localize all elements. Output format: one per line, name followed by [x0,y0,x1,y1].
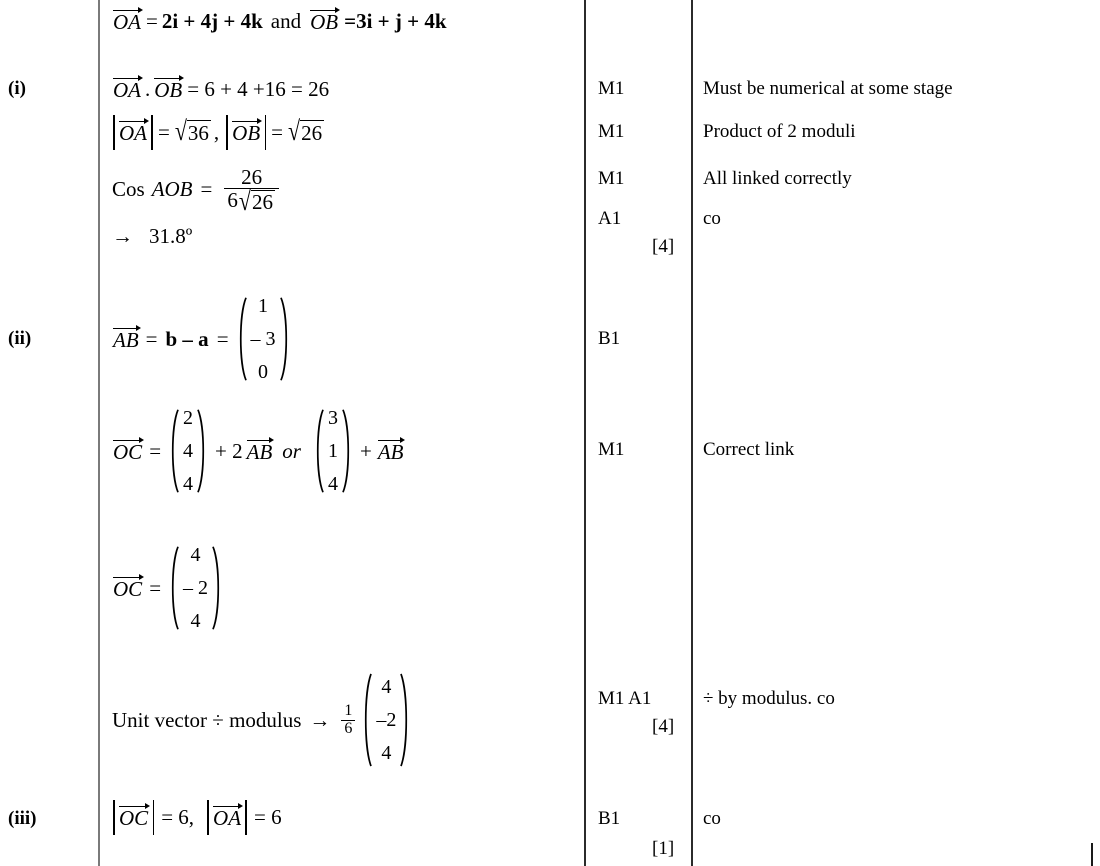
angle-aob: AOB [151,177,193,202]
line-ab-vector [112,296,294,382]
modulus-oa-value: = 6 [254,805,282,829]
vector-ab-label: AB [113,326,139,353]
vector-entry: 0 [258,360,269,383]
vector-arrow-icon [213,803,243,810]
cos-prefix: Cos [112,177,145,202]
vector-entry: – 2 [183,576,209,599]
vector-entry: 4 [190,609,201,632]
moduli-equals-b: = [271,120,284,144]
column-vector-oa [168,408,208,494]
vector-oc-label: OC [113,438,142,465]
column-vector-ob [313,408,353,494]
vector-ob-label: OB [232,119,260,146]
vector-arrow-icon [113,75,143,82]
line-oc-result [112,545,226,631]
moduli-equals-a: = [158,120,170,144]
radicand-value: 26 [301,121,323,145]
vector-arrow-icon [247,437,275,444]
ab-equals-2: = [216,326,229,351]
mark-code-ii-2: M1 [598,439,625,460]
line-oc-link [112,408,404,494]
preamble-equals: = [146,9,158,33]
vector-oa-label: OA [213,804,241,831]
implies-arrow-icon: → [309,707,331,732]
note-i-2: Product of 2 moduli [703,121,856,142]
paren-right-icon [342,408,353,494]
vector-arrow-icon [113,325,141,332]
mark-code-i-4: A1 [598,208,622,229]
b-minus-a: b – a [165,326,209,351]
mark-code-i-2: M1 [598,121,625,142]
line-moduli [112,115,325,147]
note-i-3: All linked correctly [703,168,852,189]
unit-vector-text: Unit vector ÷ modulus [112,707,302,732]
column-rule-marks [584,0,586,866]
mark-code-ii-4: M1 A1 [598,688,652,709]
moduli-comma: , [213,120,220,144]
vector-arrow-icon [113,437,144,444]
part-label-iii: (iii) [8,808,37,829]
vector-entry: – 3 [250,327,276,350]
paren-left-icon [168,408,179,494]
part-label-ii: (ii) [8,328,32,349]
column-vector-entries [324,397,342,506]
modulus-oc [113,804,154,831]
column-vector-entries [372,666,400,775]
radicand-value: 26 [251,190,273,215]
vector-arrow-icon [310,7,340,14]
vector-arrow-icon [378,437,406,444]
fraction-denominator: 6 [341,720,355,738]
vector-arrow-icon [119,118,149,125]
line-unit-vector [112,672,414,768]
column-vector-entries [247,285,280,394]
oc-result-equals: = [149,575,162,600]
note-ii-4: ÷ by modulus. co [703,688,835,709]
column-vector-unit [361,672,411,768]
preamble-given-vectors [112,8,447,35]
vector-entry: –2 [376,708,397,731]
vector-entry: 4 [381,675,392,698]
angle-value: 31.8º [149,224,193,248]
radical-sign: √ [174,115,187,147]
vector-entry: 4 [183,439,194,462]
paren-left-icon [168,545,179,631]
fraction-denominator [224,185,279,217]
paren-right-icon [197,408,208,494]
paren-left-icon [361,672,372,768]
line-angle-result [112,224,192,249]
or-conjunction: or [282,438,301,463]
modulus-oa [207,804,247,831]
vector-oa-label: OA [113,76,141,103]
sqrt-26-denominator [238,185,275,217]
column-vector-oc [168,545,223,631]
oc-plus-two: + 2 [215,438,243,463]
implies-arrow-icon: → [112,224,133,248]
preamble-oa-components: 2i + 4j + 4k [161,9,263,33]
preamble-conjunction: and [270,9,302,33]
paren-right-icon [400,672,411,768]
sqrt-26 [288,115,324,147]
radicand-value: 36 [187,121,209,145]
paren-right-icon [280,296,291,382]
paren-left-icon [313,408,324,494]
vector-entry: 1 [258,294,269,317]
radical-sign: √ [288,115,301,147]
mark-code-ii-1: B1 [598,328,621,349]
modulus-oa [113,119,153,146]
oc-equals: = [149,438,162,463]
column-rule-left [98,0,100,866]
part-label-i: (i) [8,78,26,99]
vector-oc-label: OC [119,804,148,831]
vector-entry: 4 [381,741,392,764]
vector-entry: 4 [190,543,201,566]
vector-oc-label: OC [113,575,142,602]
fraction-numerator: 26 [241,165,263,189]
vector-arrow-icon [154,75,184,82]
sqrt-36 [174,115,211,147]
column-vector-entries [179,397,197,506]
cos-equals: = [200,177,213,202]
vector-arrow-icon [232,118,262,125]
vector-entry: 3 [327,406,338,429]
vector-entry: 4 [327,472,338,495]
column-vector-entries [179,534,212,643]
cosine-fraction [224,165,279,217]
mark-code-i-1: M1 [598,78,625,99]
ab-equals-1: = [145,326,158,351]
dot-operator: . [145,77,151,101]
vector-ab-label: AB [378,438,404,465]
modulus-oc-value: = 6, [161,805,195,829]
vector-entry: 2 [183,406,194,429]
line-moduli-equal [112,804,286,831]
paren-left-icon [236,296,247,382]
vector-ab-label: AB [247,438,273,465]
modulus-ob [226,119,266,146]
fraction-numerator: 1 [344,701,353,719]
column-rule-notes [691,0,693,866]
total-marks-iii: [1] [652,838,675,859]
oc-plus: + [359,438,372,463]
vector-entry: 1 [327,439,338,462]
one-sixth-fraction [341,703,355,738]
vector-oa-label: OA [119,119,147,146]
line-dot-product [112,76,329,103]
note-i-4: co [703,208,721,229]
paren-right-icon [212,545,223,631]
vector-arrow-icon [113,574,144,581]
preamble-ob-components: =3i + j + 4k [344,9,447,33]
vector-arrow-icon [113,7,143,14]
radical-sign: √ [238,185,251,217]
vector-arrow-icon [119,803,150,810]
note-iii-1: co [703,808,721,829]
total-marks-i: [4] [652,236,675,257]
page-edge-mark [1091,843,1093,866]
dot-product-result: = 6 + 4 +16 = 26 [187,77,330,101]
mark-code-iii-1: B1 [598,808,621,829]
mark-code-i-3: M1 [598,168,625,189]
vector-oa-label: OA [113,8,141,35]
column-vector-ab [236,296,291,382]
total-marks-ii: [4] [652,716,675,737]
denominator-coefficient: 6 [227,188,238,213]
vector-entry: 4 [183,472,194,495]
vector-ob-label: OB [310,8,338,35]
note-ii-2: Correct link [703,439,795,460]
vector-ob-label: OB [154,76,182,103]
line-cosine [112,165,283,217]
note-i-1: Must be numerical at some stage [703,78,953,99]
